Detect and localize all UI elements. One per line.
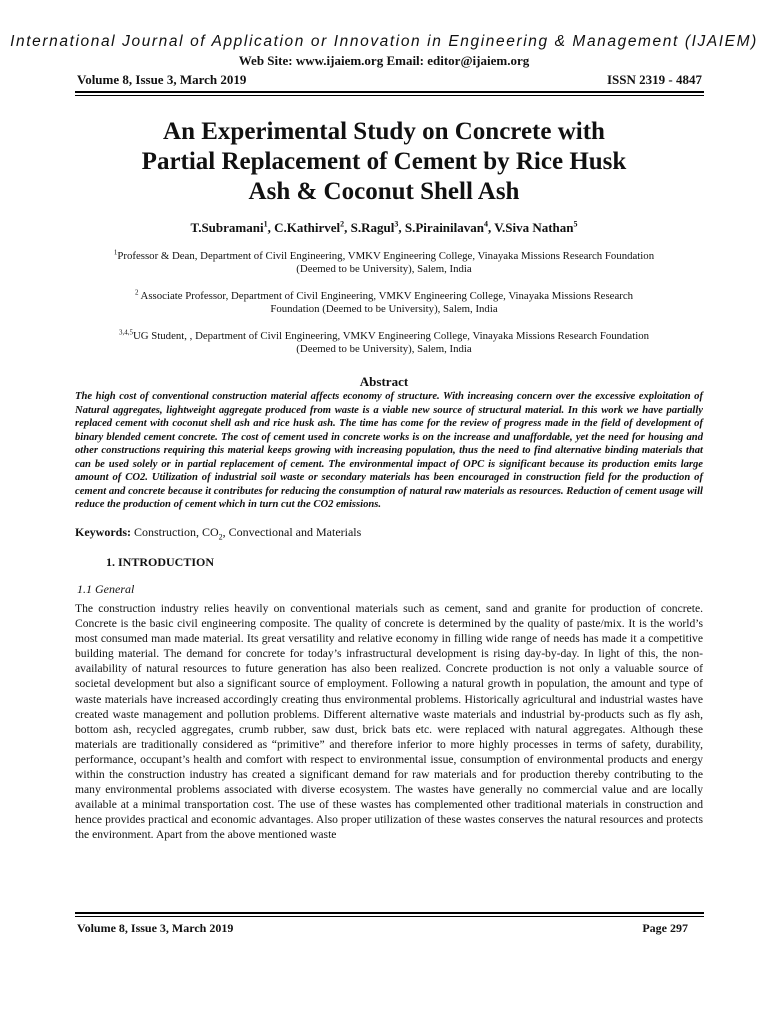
affiliation: $^{3,4,5}$UG Student, , Department of Civil Engineering, VMKV Engineering College, Vinayaka Missions Research Foundation (Deemed to be University), Salem, India	[118, 328, 650, 355]
footer-issue: Volume 8, Issue 3, March 2019	[77, 921, 234, 935]
introduction-body	[75, 601, 703, 843]
affiliation: $^1$Professor & Dean, Department of Civil Engineering, VMKV Engineering College, Vinayaka Missions Research Foundation (Deemed to be University), Salem, India	[113, 248, 655, 275]
abstract-line: the increase and unaffordable, yet the need for housing and other constructions requiring this material keeps growing with	[75, 431, 703, 456]
body-line: Although these materials are traditionally considered as “primitive” and therefore inferior to more highly processes in	[75, 722, 703, 751]
section-heading: 1. INTRODUCTION	[106, 555, 215, 569]
title-line: Partial Replacement of Cement by Rice Husk	[141, 148, 627, 175]
subsection-heading: 1.1 General	[77, 582, 135, 596]
body-line: bottom ash, recycled aggregates, crumb rubber, saw dust, brick bats etc. were replaced with natural aggregates.	[75, 722, 626, 736]
paper-title	[60, 117, 708, 207]
abstract-line: concrete because it contributes for reducing the consumption of natural raw materials as resources. Reduction of cement usage	[128, 485, 685, 497]
abstract-line: increasing population, thus the need to find alternative binding materials that can be used solely or in partial replacement of	[75, 445, 703, 470]
body-line: consumption of environmental products and energy within the construction industry has created a significant demand	[75, 752, 704, 782]
journal-website-line: Web Site: www.ijaiem.org Email: editor@ijaiem.org	[238, 53, 530, 68]
abstract-line: cement. The environmental impact of OPC is significant because its production emits large amount of CO2. Utilization of	[75, 458, 703, 483]
keywords: Keywords: Construction, $CO_2$, Convectional and Materials	[75, 525, 362, 542]
abstract-line: exploitation of Natural aggregates, lightweight aggregate produced from waste is a viable new source of structural material. In	[75, 391, 703, 416]
body-line: paste/mix. It is the world’s most consumed man made material. Its great versatility and relative economy in filling wide	[75, 617, 703, 646]
author: S.Pirainilavan$^4$,	[404, 219, 495, 235]
abstract-line: progress made in the field of development of binary blended cement concrete. The cost of cement used in concrete works is on	[75, 418, 704, 443]
abstract-line: The high cost of conventional construction material affects economy of structure. With increasing concern over the excessive	[75, 391, 636, 402]
body-line: employment. Following a natural growth in population, the amount and type of waste materials have increased	[75, 677, 703, 706]
body-line: been realized. Concrete production is not only a valuable source of societal development but also a significant source of	[75, 662, 703, 691]
abstract-line: will reduce the production of cement which in turn cut the CO2 emissions.	[75, 485, 703, 510]
body-line: environment. Apart from the above mentioned waste	[92, 828, 337, 842]
body-line: range of needs has made it a competitive building material. The demand for concrete for today’s infrastructural	[75, 632, 703, 661]
abstract-line: industrial soil waste or secondary materials has been encouraged in construction field for the production of cement and	[75, 472, 703, 497]
body-line: The construction industry relies heavily on conventional materials such as cement, sand and granite for production of	[75, 602, 656, 615]
abstract-heading: Abstract	[359, 374, 409, 389]
affiliation: $^2$ Associate Professor, Department of Civil Engineering, VMKV Engineering College, Vinayaka Missions Research Foundation (Deemed to be University), Salem, India	[134, 288, 634, 315]
body-line: economic advantages. Also proper utilization of these wastes conserves the natural resources and protects the	[75, 813, 703, 842]
keywords-label: Keywords:	[75, 525, 131, 539]
body-line: concrete. Concrete is the basic civil engineering composite. The quality of concrete is determined by the quality of	[75, 602, 703, 631]
header-issn: ISSN 2319 - 4847	[607, 72, 702, 87]
journal-title: International Journal of Application or Innovation in Engineering & Management (IJAIEM)	[10, 33, 758, 50]
header-rule-thin	[75, 95, 704, 96]
title-line: An Experimental Study on Concrete with	[163, 118, 605, 145]
title-line: Ash & Coconut Shell Ash	[248, 178, 520, 205]
body-line: The use of these wastes has complemented other traditional materials in construction and hence provides practical and	[75, 798, 703, 827]
body-line: management and pollution problems. Different alternative waste materials and industrial by-products such as fly ash,	[143, 707, 704, 721]
body-line: development is rising day-by-day. In light of this, the non-availability of natural resources to future generation has also	[75, 647, 703, 676]
header-issue: Volume 8, Issue 3, March 2019	[77, 72, 247, 87]
body-line: ecosystem. The wastes have generally no commercial value and are locally available at a minimal transportation cost.	[75, 783, 703, 812]
body-line: accordingly creating thus environmental problems. Historically agricultural and industrial wastes have created waste	[75, 692, 703, 721]
footer-rule	[75, 912, 704, 914]
abstract-body	[75, 390, 703, 512]
footer-rule-thin	[75, 916, 704, 917]
abstract-line: this work we have partially replaced cement with coconut shell ash and rice husk ash. The time has come for the review of	[75, 404, 703, 429]
body-line: terms of safety, durability, performance, occupant’s health and comfort with respect to environmental issue,	[75, 737, 703, 766]
author: C.Kathirvel$^2$,	[274, 219, 351, 235]
author: V.Siva Nathan$^5$	[494, 219, 578, 235]
body-line: for raw materials and for production thereby contributing to the many environmental problems associated with diverse	[75, 768, 703, 797]
author: T.Subramani$^1$,	[190, 219, 275, 235]
header-rule	[75, 91, 704, 93]
author-list	[60, 220, 708, 236]
page-number: Page 297	[642, 921, 688, 935]
author: S.Ragul$^3$,	[350, 219, 405, 235]
